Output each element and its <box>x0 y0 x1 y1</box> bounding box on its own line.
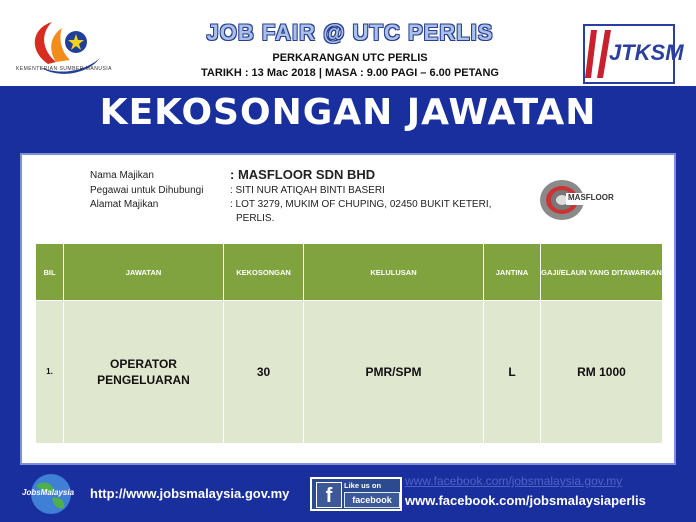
officer-value: : SITI NUR ATIQAH BINTI BASERI <box>230 185 385 196</box>
header-kekosongan: KEKOSONGAN <box>224 244 304 300</box>
job-fair-title: JOB FAIR @ UTC PERLIS <box>206 20 494 45</box>
header-jantina: JANTINA <box>484 244 541 300</box>
ministry-logo-icon <box>18 20 110 82</box>
masfloor-logo-text: MASFLOOR <box>568 193 614 202</box>
header-kelulusan: KELULUSAN <box>304 244 484 300</box>
vacancy-table <box>36 244 662 443</box>
jtksm-logo <box>583 24 684 84</box>
schedule-text: TARIKH : 13 Mac 2018 | MASA : 9.00 PAGI – 6.00 PETANG <box>201 67 499 79</box>
employer-name-value: : MASFLOOR SDN BHD <box>230 167 376 182</box>
cell-jantina: L <box>484 301 541 443</box>
header-jawatan: JAWATAN <box>64 244 224 300</box>
cell-kekosongan: 30 <box>224 301 304 443</box>
cell-bil: 1. <box>36 301 64 443</box>
globe-logo-text: JobsMalaysia <box>22 488 75 497</box>
cell-gaji: RM 1000 <box>577 365 626 379</box>
facebook-like-badge[interactable] <box>310 477 402 511</box>
facebook-like-text: Like us on <box>344 481 382 490</box>
venue-text: PERKARANGAN UTC PERLIS <box>272 52 428 64</box>
page-banner: KEKOSONGAN JAWATAN <box>99 92 597 133</box>
cell-jawatan: OPERATOR PENGELUARAN <box>64 301 224 443</box>
address-line-2: PERLIS. <box>236 213 275 224</box>
facebook-page-link[interactable]: www.facebook.com/jobsmalaysiaperlis <box>405 493 646 508</box>
masfloor-logo <box>538 177 614 223</box>
cell-kelulusan: PMR/SPM <box>304 301 484 443</box>
table-row <box>36 301 662 443</box>
jobsmalaysia-website-link[interactable]: http://www.jobsmalaysia.gov.my <box>90 486 290 501</box>
facebook-url-ghost: www.facebook.com/jobsmalaysia.gov.my <box>405 474 623 488</box>
vacancy-panel <box>20 153 676 465</box>
officer-label: Pegawai untuk Dihubungi <box>90 185 204 196</box>
jtksm-logo-text: JTKSM <box>609 40 684 65</box>
employer-name-label: Nama Majikan <box>90 170 154 181</box>
facebook-f-icon: f <box>316 482 342 508</box>
address-label: Alamat Majikan <box>90 199 159 210</box>
table-header-row <box>36 244 662 300</box>
header-bil: BIL <box>36 244 64 300</box>
header-gaji: GAJI/ELAUN YANG DITAWARKAN <box>541 267 662 277</box>
jobsmalaysia-globe-logo <box>22 472 80 516</box>
address-line-1: : LOT 3279, MUKIM OF CHUPING, 02450 BUKIT KETERI, <box>230 199 492 210</box>
facebook-name: facebook <box>344 492 400 508</box>
header-bar <box>0 0 696 86</box>
ministry-name: KEMENTERIAN SUMBER MANUSIA <box>15 66 113 72</box>
